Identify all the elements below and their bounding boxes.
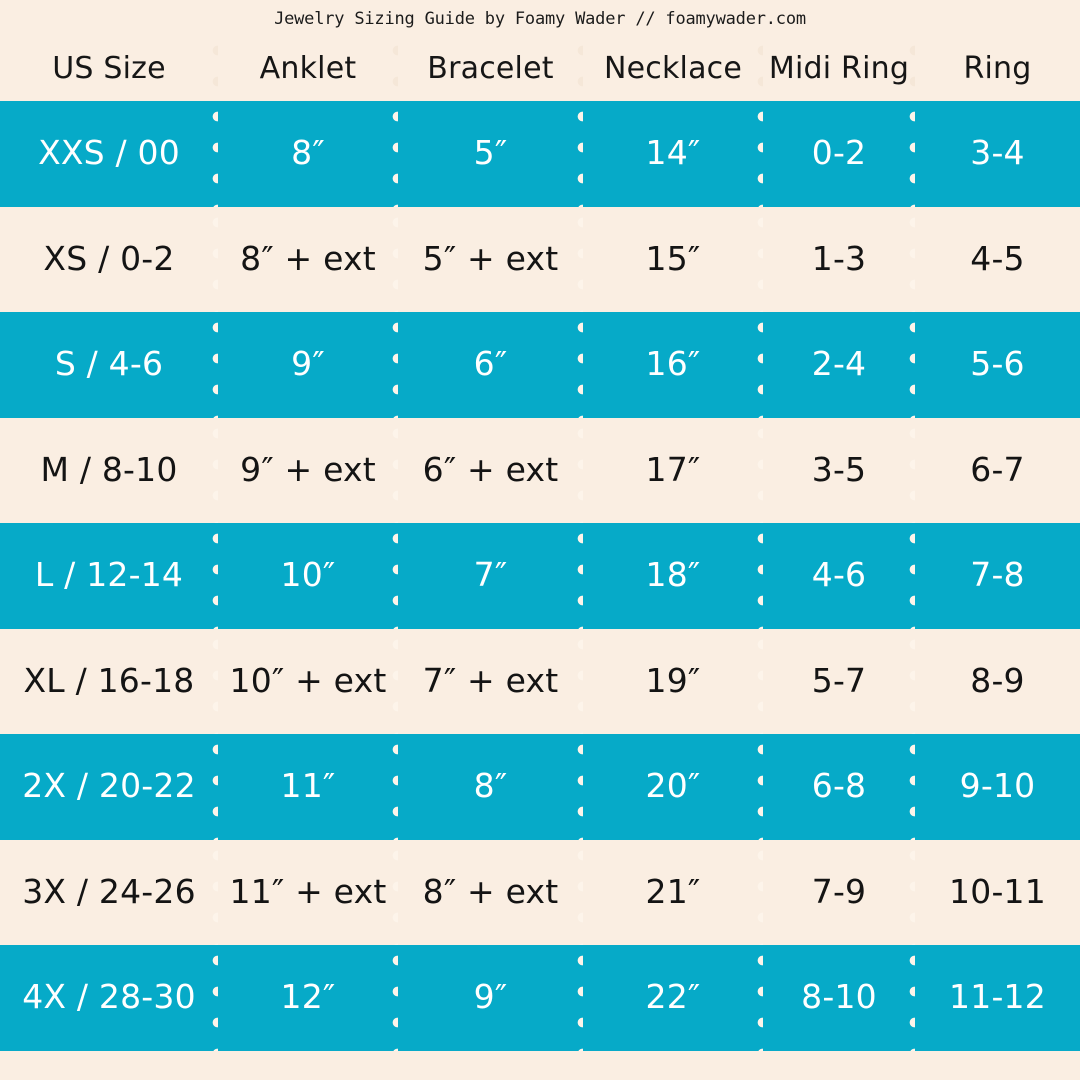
- cell-value: [398, 523, 583, 629]
- cell-label: 7-9: [811, 871, 867, 911]
- cell-us-size: [0, 523, 218, 629]
- cell-label: 6-8: [811, 766, 867, 806]
- cell-us-size: [0, 945, 218, 1051]
- cell-value: [583, 945, 763, 1051]
- cell-value: [218, 418, 398, 524]
- column-header-midi-ring: Midi Ring: [763, 35, 915, 101]
- cell-us-size: [0, 734, 218, 840]
- cell-label: 11″: [280, 766, 336, 806]
- cell-value: [583, 418, 763, 524]
- column-header-us-size: US Size: [0, 35, 218, 101]
- cell-label: 2X / 20-22: [22, 766, 196, 806]
- cell-value: [915, 523, 1080, 629]
- cell-value: [915, 101, 1080, 207]
- cell-label: 8-9: [970, 660, 1025, 700]
- cell-value: [218, 734, 398, 840]
- cell-label: 12″: [280, 977, 336, 1017]
- cell-value: [915, 945, 1080, 1051]
- cell-label: 7″ + ext: [422, 660, 559, 700]
- cell-label: XL / 16-18: [23, 660, 195, 700]
- cell-value: [763, 629, 915, 735]
- cell-value: [218, 945, 398, 1051]
- cell-value: [915, 629, 1080, 735]
- table-row: [0, 840, 1080, 946]
- cell-value: [763, 523, 915, 629]
- column-header-anklet: Anklet: [218, 35, 398, 101]
- cell-value: [915, 207, 1080, 313]
- cell-label: 10″ + ext: [229, 660, 387, 700]
- cell-value: [398, 734, 583, 840]
- cell-label: 7″: [473, 555, 508, 595]
- cell-value: [763, 207, 915, 313]
- cell-value: [583, 523, 763, 629]
- cell-label: 19″: [645, 660, 701, 700]
- cell-value: [915, 734, 1080, 840]
- cell-us-size: [0, 207, 218, 313]
- cell-value: [398, 945, 583, 1051]
- sizing-table: [0, 35, 1080, 1051]
- cell-us-size: [0, 629, 218, 735]
- cell-label: 6″ + ext: [422, 449, 559, 489]
- cell-label: 8″: [291, 133, 325, 173]
- cell-label: 9-10: [959, 766, 1036, 806]
- cell-label: 7-8: [970, 555, 1025, 595]
- cell-label: 20″: [645, 766, 701, 806]
- table-row: [0, 629, 1080, 735]
- cell-us-size: [0, 101, 218, 207]
- cell-label: 8-10: [801, 977, 877, 1017]
- cell-value: [398, 840, 583, 946]
- cell-value: [218, 207, 398, 313]
- cell-value: [398, 207, 583, 313]
- cell-label: 21″: [645, 871, 701, 911]
- cell-value: [583, 734, 763, 840]
- cell-value: [915, 840, 1080, 946]
- cell-label: 4-6: [811, 555, 867, 595]
- table-row: [0, 945, 1080, 1051]
- cell-label: 1-3: [811, 238, 867, 278]
- cell-label: 3-5: [811, 449, 867, 489]
- cell-label: 9″: [291, 344, 325, 384]
- table-row: [0, 312, 1080, 418]
- cell-value: [583, 207, 763, 313]
- cell-label: 9″: [473, 977, 508, 1017]
- cell-label: 4-5: [970, 238, 1025, 278]
- cell-value: [583, 629, 763, 735]
- cell-label: 5″ + ext: [422, 238, 559, 278]
- column-header-necklace: Necklace: [583, 35, 763, 101]
- cell-label: 11-12: [949, 977, 1046, 1017]
- cell-label: XS / 0-2: [43, 238, 175, 278]
- column-header-bracelet: Bracelet: [398, 35, 583, 101]
- cell-label: 6-7: [970, 449, 1025, 489]
- cell-value: [583, 312, 763, 418]
- table-row: [0, 734, 1080, 840]
- cell-value: [218, 312, 398, 418]
- cell-value: [763, 840, 915, 946]
- cell-label: 4X / 28-30: [22, 977, 196, 1017]
- cell-value: [218, 840, 398, 946]
- cell-label: 22″: [645, 977, 701, 1017]
- table-row: [0, 207, 1080, 313]
- cell-value: [398, 418, 583, 524]
- cell-value: [763, 945, 915, 1051]
- cell-us-size: [0, 418, 218, 524]
- cell-label: L / 12-14: [34, 555, 184, 595]
- cell-value: [218, 101, 398, 207]
- cell-value: [583, 101, 763, 207]
- header-row: [0, 35, 1080, 101]
- cell-value: [398, 101, 583, 207]
- cell-label: 0-2: [811, 133, 867, 173]
- cell-value: [763, 418, 915, 524]
- cell-label: 14″: [645, 133, 701, 173]
- cell-value: [398, 312, 583, 418]
- cell-value: [763, 734, 915, 840]
- cell-label: 9″ + ext: [240, 449, 376, 489]
- cell-label: 10″: [280, 555, 336, 595]
- cell-label: 8″ + ext: [240, 238, 376, 278]
- cell-value: [218, 629, 398, 735]
- cell-label: 3X / 24-26: [22, 871, 196, 911]
- cell-value: [915, 418, 1080, 524]
- cell-label: 15″: [645, 238, 701, 278]
- cell-label: 11″ + ext: [229, 871, 387, 911]
- cell-label: 6″: [473, 344, 508, 384]
- cell-label: 18″: [645, 555, 701, 595]
- cell-value: [763, 101, 915, 207]
- cell-value: [763, 312, 915, 418]
- table-row: [0, 101, 1080, 207]
- cell-label: S / 4-6: [54, 344, 164, 384]
- cell-label: M / 8-10: [40, 449, 178, 489]
- table-row: [0, 523, 1080, 629]
- cell-label: 2-4: [811, 344, 867, 384]
- cell-us-size: [0, 312, 218, 418]
- cell-label: 5″: [473, 133, 508, 173]
- cell-label: 5-7: [811, 660, 867, 700]
- cell-label: 3-4: [970, 133, 1025, 173]
- cell-us-size: [0, 840, 218, 946]
- cell-label: XXS / 00: [38, 133, 180, 173]
- cell-label: 8″: [473, 766, 508, 806]
- table-header: [0, 35, 1080, 101]
- cell-label: 5-6: [970, 344, 1025, 384]
- cell-label: 10-11: [949, 871, 1046, 911]
- credit-line: Jewelry Sizing Guide by Foamy Wader // foamywader.com: [274, 9, 806, 29]
- table-row: [0, 418, 1080, 524]
- cell-value: [218, 523, 398, 629]
- cell-label: 8″ + ext: [422, 871, 559, 911]
- cell-value: [915, 312, 1080, 418]
- cell-label: 16″: [645, 344, 701, 384]
- cell-value: [398, 629, 583, 735]
- column-header-ring: Ring: [915, 35, 1080, 101]
- table-body: [0, 101, 1080, 1051]
- cell-value: [583, 840, 763, 946]
- cell-label: 17″: [645, 449, 701, 489]
